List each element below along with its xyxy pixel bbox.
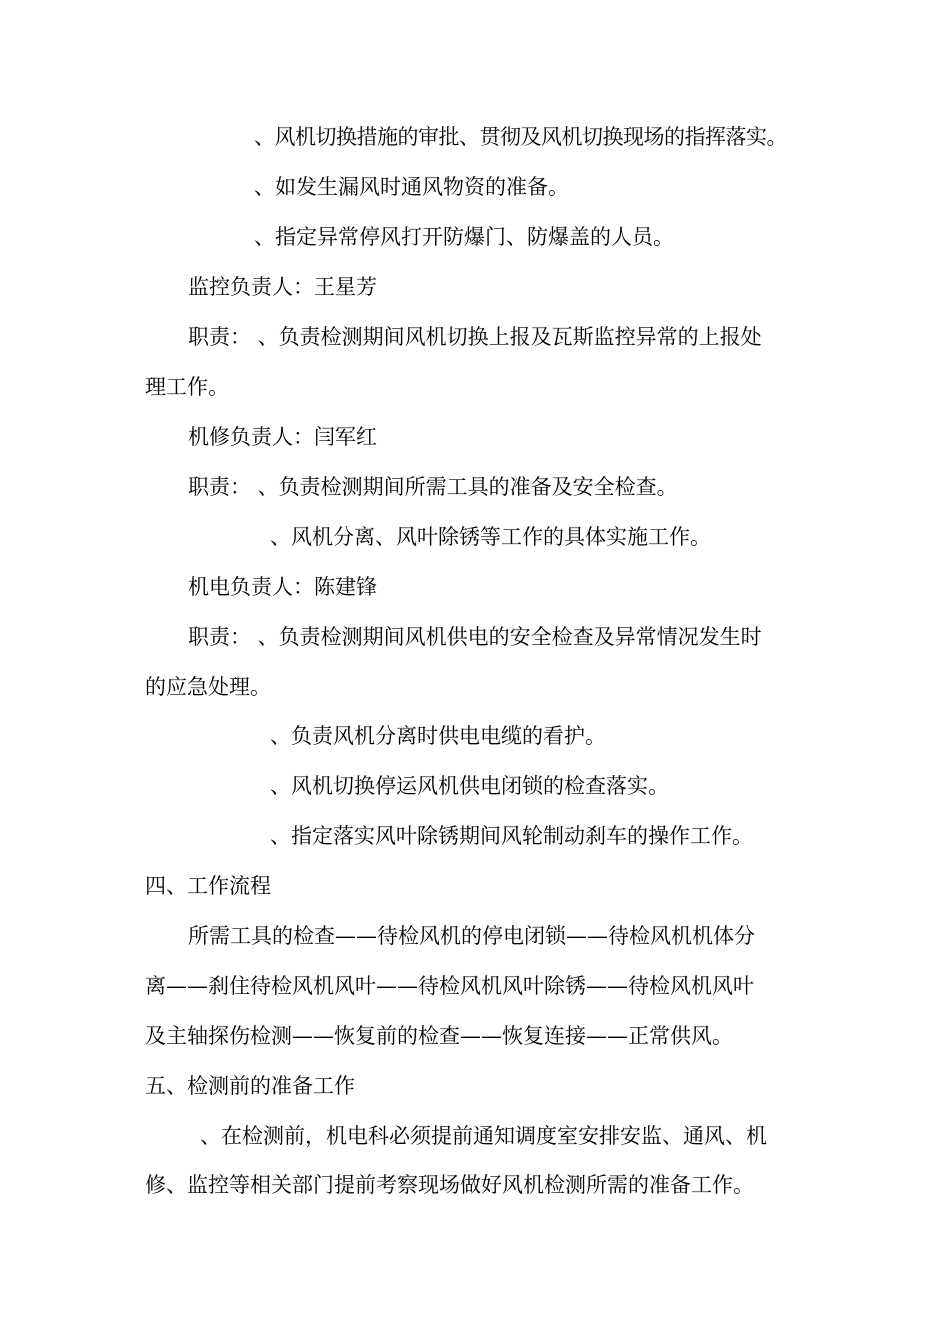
text-line: 职责： 、负责检测期间风机供电的安全检查及异常情况发生时 <box>188 625 762 649</box>
text-line: 的应急处理。 <box>145 675 271 699</box>
text-line: 机修负责人：闫军红 <box>188 425 377 449</box>
text-line: 监控负责人：王星芳 <box>188 275 377 299</box>
text-line: 、风机切换措施的审批、贯彻及风机切换现场的指挥落实。 <box>254 125 787 149</box>
text-line: 、负责风机分离时供电电缆的看护。 <box>270 724 606 748</box>
text-line: 离——刹住待检风机风叶——待检风机风叶除锈——待检风机风叶 <box>145 974 754 998</box>
section-heading: 四、工作流程 <box>145 874 271 898</box>
text-line: 职责： 、负责检测期间风机切换上报及瓦斯监控异常的上报处 <box>188 325 762 349</box>
text-line: 职责： 、负责检测期间所需工具的准备及安全检查。 <box>188 475 678 499</box>
text-line: 修、监控等相关部门提前考察现场做好风机检测所需的准备工作。 <box>145 1173 754 1197</box>
text-line: 及主轴探伤检测——恢复前的检查——恢复连接——正常供风。 <box>145 1024 733 1048</box>
section-heading: 五、检测前的准备工作 <box>145 1074 355 1098</box>
text-line: 理工作。 <box>145 375 229 399</box>
text-line: 机电负责人：陈建锋 <box>188 575 377 599</box>
text-line: 、在检测前，机电科必须提前通知调度室安排安监、通风、机 <box>200 1124 767 1148</box>
text-line: 、风机分离、风叶除锈等工作的具体实施工作。 <box>270 525 711 549</box>
text-line: 、指定异常停风打开防爆门、防爆盖的人员。 <box>254 225 674 249</box>
text-line: 所需工具的检查——待检风机的停电闭锁——待检风机机体分 <box>188 924 755 948</box>
text-line: 、如发生漏风时通风物资的准备。 <box>254 175 569 199</box>
text-line: 、指定落实风叶除锈期间风轮制动刹车的操作工作。 <box>270 824 753 848</box>
text-line: 、风机切换停运风机供电闭锁的检查落实。 <box>270 774 669 798</box>
